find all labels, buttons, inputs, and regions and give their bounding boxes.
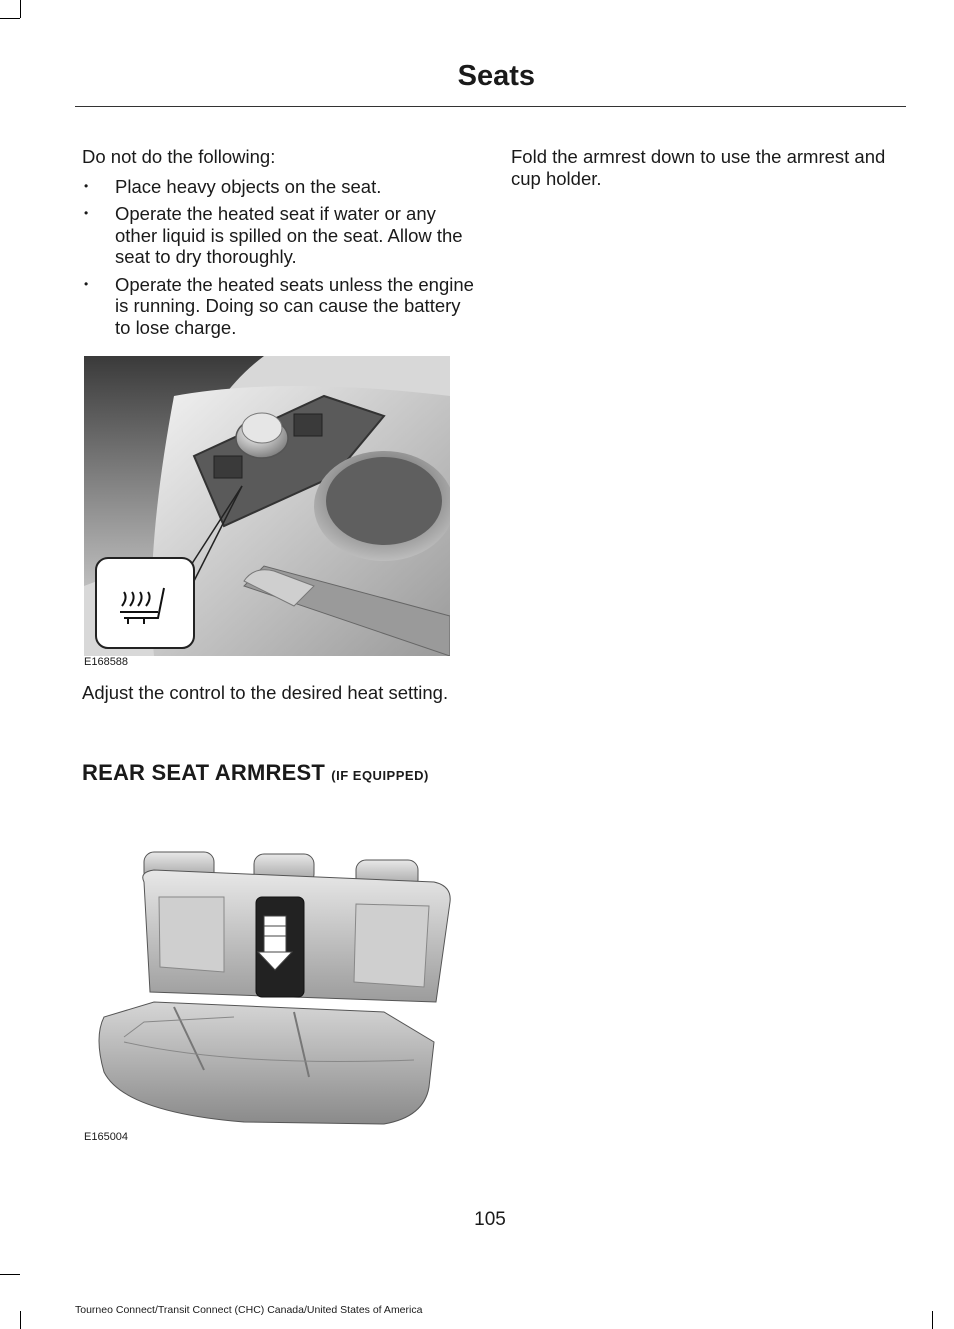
section-heading <box>82 755 482 794</box>
page-title: Seats <box>457 60 535 92</box>
intro-text: Do not do the following: <box>82 146 276 167</box>
armrest-text: Fold the armrest down to use the armrest and cup holder. <box>511 146 886 189</box>
left-column <box>82 146 477 344</box>
rear-seat-armrest-illustration <box>84 842 454 1132</box>
console-illustration <box>84 356 450 656</box>
bullet-item: • Operate the heated seat if water or any other liquid is spilled on the seat. Allow the seat to dry thoroughly. <box>82 203 477 268</box>
crop-mark <box>0 1274 20 1275</box>
bullet-item: • Place heavy objects on the seat. <box>82 176 477 198</box>
figure-code: E165004 <box>84 1131 129 1143</box>
rear-seat-illustration <box>84 842 454 1132</box>
figure-code: E168588 <box>84 656 129 668</box>
adjust-text: Adjust the control to the desired heat setting. <box>82 682 449 703</box>
heated-seat-control-illustration <box>84 356 450 656</box>
header-rule <box>75 106 906 107</box>
page-number: 105 <box>474 1209 506 1230</box>
crop-mark <box>20 0 21 18</box>
right-column <box>511 146 911 189</box>
crop-mark <box>0 18 20 19</box>
crop-mark <box>20 1311 21 1329</box>
section-heading-suffix: (IF EQUIPPED) <box>331 768 429 783</box>
crop-mark <box>932 1311 933 1329</box>
section-heading-main: REAR SEAT ARMREST <box>82 760 325 785</box>
bullet-list <box>82 176 477 339</box>
footer-text: Tourneo Connect/Transit Connect (CHC) Canada/United States of America <box>75 1304 423 1316</box>
bullet-item: • Operate the heated seats unless the engine is running. Doing so can cause the battery to lose charge. <box>82 274 477 339</box>
